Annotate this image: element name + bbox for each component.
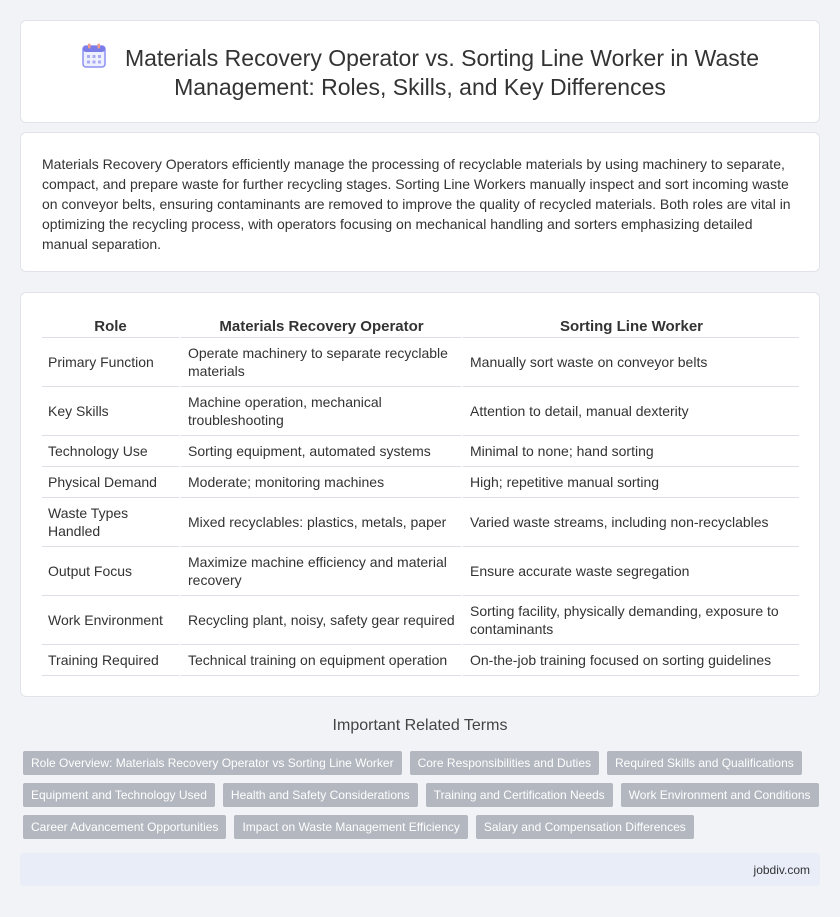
comparison-table — [42, 313, 799, 676]
sorter-cell: Varied waste streams, including non-recyclables — [461, 498, 799, 547]
row-label: Waste Types Handled — [42, 498, 179, 547]
page-title — [21, 43, 819, 102]
row-label: Technology Use — [42, 436, 179, 467]
operator-cell: Moderate; monitoring machines — [179, 467, 461, 498]
table-header-row — [42, 313, 799, 338]
related-term-tag[interactable]: Health and Safety Considerations — [223, 783, 418, 807]
table-row — [42, 645, 799, 676]
operator-cell: Recycling plant, noisy, safety gear required — [179, 596, 461, 645]
related-term-tag[interactable]: Work Environment and Conditions — [621, 783, 819, 807]
title-card — [20, 20, 820, 123]
related-term-tag[interactable]: Salary and Compensation Differences — [476, 815, 694, 839]
operator-cell: Sorting equipment, automated systems — [179, 436, 461, 467]
row-label: Training Required — [42, 645, 179, 676]
related-terms-list — [23, 751, 823, 847]
title-line-1: Materials Recovery Operator vs. Sorting Line Worker in Waste — [124, 45, 759, 71]
row-label: Work Environment — [42, 596, 179, 645]
intro-card — [20, 132, 820, 272]
operator-cell: Mixed recyclables: plastics, metals, paper — [179, 498, 461, 547]
sorter-cell: High; repetitive manual sorting — [461, 467, 799, 498]
table-row — [42, 387, 799, 436]
related-term-tag[interactable]: Role Overview: Materials Recovery Operator vs Sorting Line Worker — [23, 751, 402, 775]
sorter-cell: Minimal to none; hand sorting — [461, 436, 799, 467]
table-row — [42, 338, 799, 387]
footer — [20, 853, 820, 886]
sorter-cell: Sorting facility, physically demanding, exposure to contaminants — [461, 596, 799, 645]
table-row — [42, 498, 799, 547]
table-row — [42, 467, 799, 498]
header-sorter: Sorting Line Worker — [461, 313, 799, 338]
related-term-tag[interactable]: Training and Certification Needs — [426, 783, 613, 807]
table-row — [42, 547, 799, 596]
row-label: Key Skills — [42, 387, 179, 436]
related-term-tag[interactable]: Required Skills and Qualifications — [607, 751, 802, 775]
comparison-card — [20, 292, 820, 697]
title-line-2: Management: Roles, Skills, and Key Differences — [174, 74, 666, 100]
related-term-tag[interactable]: Equipment and Technology Used — [23, 783, 215, 807]
header-role: Role — [42, 313, 179, 338]
sorter-cell: Ensure accurate waste segregation — [461, 547, 799, 596]
operator-cell: Operate machinery to separate recyclable materials — [179, 338, 461, 387]
related-term-tag[interactable]: Core Responsibilities and Duties — [410, 751, 599, 775]
related-terms-title: Important Related Terms — [332, 717, 508, 734]
header-operator: Materials Recovery Operator — [179, 313, 461, 338]
footer-site-link[interactable]: jobdiv.com — [753, 863, 810, 877]
table-row — [42, 596, 799, 645]
operator-cell: Technical training on equipment operation — [179, 645, 461, 676]
operator-cell: Machine operation, mechanical troubleshooting — [179, 387, 461, 436]
row-label: Primary Function — [42, 338, 179, 387]
table-row — [42, 436, 799, 467]
row-label: Physical Demand — [42, 467, 179, 498]
operator-cell: Maximize machine efficiency and material recovery — [179, 547, 461, 596]
row-label: Output Focus — [42, 547, 179, 596]
sorter-cell: Attention to detail, manual dexterity — [461, 387, 799, 436]
related-term-tag[interactable]: Impact on Waste Management Efficiency — [234, 815, 467, 839]
related-term-tag[interactable]: Career Advancement Opportunities — [23, 815, 226, 839]
intro-paragraph: Materials Recovery Operators efficiently manage the processing of recyclable materials by using machinery to separate, compact, and prepare waste for further recycling stages. Sorting Line Workers manually inspect and sort incoming waste on conveyor belts, ensuring contaminants are removed to improve the quality of recycled materials. Both roles are vital in optimizing the recycling process, with operators focusing on mechanical handling and sorters emphasizing detailed manual separation. — [42, 156, 791, 252]
sorter-cell: On-the-job training focused on sorting guidelines — [461, 645, 799, 676]
calendar-icon — [81, 43, 107, 69]
sorter-cell: Manually sort waste on conveyor belts — [461, 338, 799, 387]
